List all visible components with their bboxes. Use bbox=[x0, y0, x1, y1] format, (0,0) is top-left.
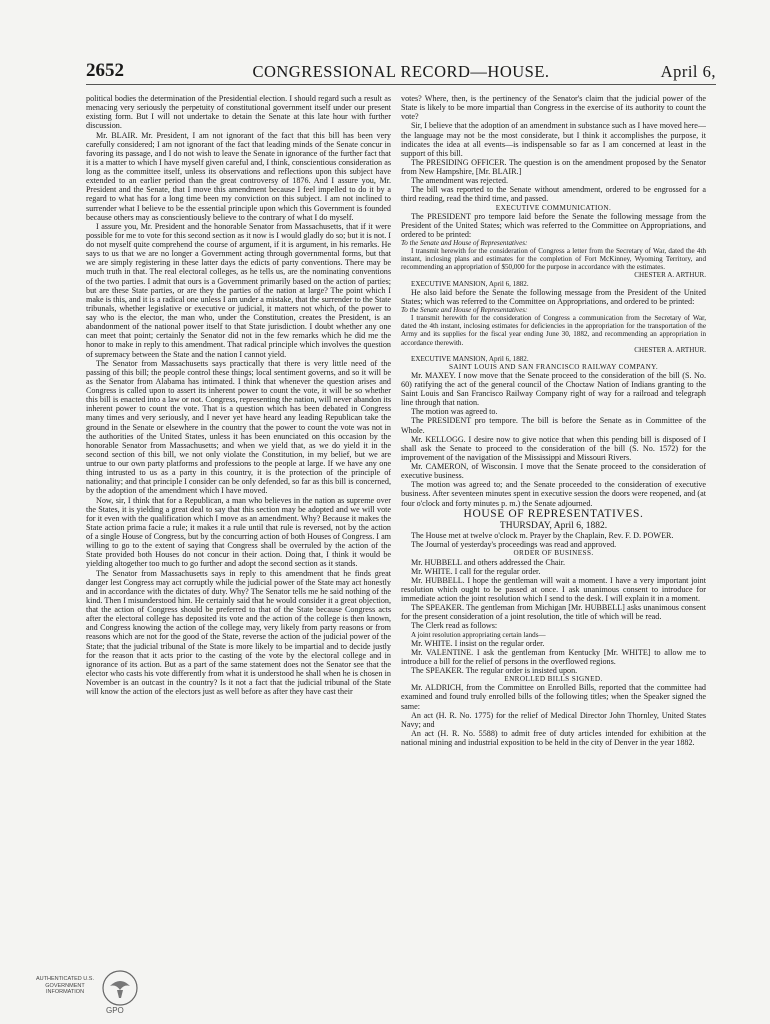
message-signature: CHESTER A. ARTHUR. bbox=[634, 270, 706, 279]
message-dateline: EXECUTIVE MANSION, April 6, 1882. bbox=[411, 354, 529, 363]
paragraph: Mr. VALENTINE. I ask the gentleman from Kentucky [Mr. WHITE] to allow me to introduce a bill for the relief of persons in the overflowed regions. bbox=[401, 647, 706, 666]
paragraph: political bodies the determination of the Presidential election. I should regard such a result as menacing very seriously the perpetuity of constitutional government itself under our present existing form. But I will not undertake to detain the Senate at this late hour with further discussion. bbox=[86, 94, 391, 131]
paragraph: The amendment was rejected. bbox=[411, 176, 509, 186]
paragraph: An act (H. R. No. 1775) for the relief of Medical Director John Thornley, United States Navy; and bbox=[401, 710, 706, 729]
section-heading: SAINT LOUIS AND SAN FRANCISCO RAILWAY COMPANY. bbox=[448, 362, 659, 371]
paragraph: The bill was reported to the Senate without amendment, ordered to be engrossed for a third reading, read the third time, and passed. bbox=[401, 185, 706, 204]
paragraph: Now, sir, I think that for a Republican, a man who believes in the nation as supreme over the States, it is yielding a great deal to say that this section may be adopted and we will vote for it even with the qualification which I move as an amendment. Why? Because it makes the State action prima facie a rule; it makes it a rule until that rule is reversed, not by the action of a single House of Congress, but by the concurring action of both Houses of Congress. I am willing to go to the extent of saying that Congress shall be overruled by the action of the State provided both Houses do not concur in their action. Doing that, I think it would be yielding altogether too much to go further and adopt the second section as it stands. bbox=[86, 495, 391, 569]
page-header bbox=[86, 60, 716, 85]
left-column bbox=[86, 94, 391, 982]
gpo-authentication-seal bbox=[30, 966, 140, 1016]
section-heading: ORDER OF BUSINESS. bbox=[513, 549, 594, 558]
eagle-seal-icon bbox=[100, 968, 140, 1008]
paragraph: The motion was agreed to. bbox=[411, 407, 498, 417]
paragraph: An act (H. R. No. 5588) to admit free of duty articles intended for exhibition at the national mining and industrial exposition to be held in the city of Denver in the year 1882. bbox=[401, 728, 706, 747]
page-number: 2652 bbox=[86, 60, 124, 81]
paragraph: Sir, I believe that the adoption of an amendment in substance such as I have moved here—the language may not be the most considerate, but I think it accomplishes the purpose, it indicates the idea at all events—is indispensable so far as I am concerned at least in the support of this bill. bbox=[401, 121, 706, 158]
paragraph: The PRESIDENT pro tempore. The bill is before the Senate as in Committee of the Whole. bbox=[401, 416, 706, 435]
section-heading: ENROLLED BILLS SIGNED. bbox=[504, 675, 603, 684]
paragraph: Mr. WHITE. I call for the regular order. bbox=[411, 566, 541, 576]
house-heading: HOUSE OF REPRESENTATIVES. bbox=[463, 507, 644, 520]
paragraph: The SPEAKER. The regular order is insisted upon. bbox=[411, 666, 578, 676]
paragraph: He also laid before the Senate the following message from the President of the United States; which was referred to the Committee on Appropriations, and ordered to be printed: bbox=[401, 287, 706, 306]
message-text: I transmit herewith for the consideration of Congress a communication from the Secretary of War, dated the 4th instant, inclosing estimates for deficiencies in the appropriation for the transportation of the Army and its supplies for the fiscal year ending June 30, 1882, and recommending an appropriation in accordance therewith. bbox=[401, 314, 706, 347]
house-date: THURSDAY, April 6, 1882. bbox=[499, 520, 608, 531]
page-date: April 6, bbox=[660, 62, 716, 81]
paragraph: Mr. ALDRICH, from the Committee on Enrolled Bills, reported that the committee had examined and found truly enrolled bills of the following titles; when the Speaker signed the same: bbox=[401, 683, 706, 711]
paragraph: The Clerk read as follows: bbox=[411, 621, 498, 631]
paragraph: The Senator from Massachusetts says in reply to this amendment that he finds great danger lest Congress may act corruptly while the judicial power of the State may act honestly and in accordance with the dictates of duty. Why? The Senator tells me he said nothing of the kind. Then I misunderstood him. He certainly said that he would consider it a great objection, that the action of Congress should be preferred to that of the State because Congress acts after the electoral college has deposited its vote and the action of the college is then known, and Congress knowing the action of the college may, very likely from party reasons or from reasons which are not for the good of the State, reverse the action of the judicial power of the State; that the judicial tribunal of the State is more likely to be impartial and to decide justly for the reason that it acts prior to the casting of the vote by the electoral college and in ignorance of its action. But as a part of the same statement does not the Senator see that the elector who casts his vote differently from what it is understood he shall when he is chosen in November is an outcast in the country? Is it not a fact that the judicial tribunal of the State will know the action of the electors just as well before as after they have cast their bbox=[86, 568, 391, 697]
right-column bbox=[401, 94, 706, 982]
gpo-label: GPO bbox=[106, 1006, 124, 1015]
message-address: To the Senate and House of Representatives: bbox=[401, 238, 528, 247]
message-address: To the Senate and House of Representatives: bbox=[401, 305, 528, 314]
message-signature: CHESTER A. ARTHUR. bbox=[634, 345, 706, 354]
paragraph: The Senator from Massachusetts says practically that there is very little need of the passing of this bill; the people control these things; local sentiment governs, and so it will be as the Senator from Alabama has intimated. I think that whenever the question arises and Congress is called upon to assert its inherent power to count the vote, it will be so whether this bill is enacted into a law or not. Congress, representing the nation, will never abandon its inherent power to count the vote. That is a question which has been debated in Congress many times and very seriously, and I never yet have heard any leading Republican take the ground in the Senate or elsewhere in the country that the power to count the vote was not in the authorities of the United States, unless it has been enunciated on this occasion by the honorable Senator from Massachusetts; and when we yield that, as we do yield it in the second section of this bill, we not only violate the Constitution, in my belief, but we are untrue to our own party platforms and professions to the people at large. If we have any one thing intrusted to us as a party in this country, it is the protection of the principle of nationality; and that principle I consider can be only defended, so far as this bill is concerned, by the adoption of the amendment which I have moved. bbox=[86, 358, 391, 496]
section-heading: EXECUTIVE COMMUNICATION. bbox=[495, 203, 612, 212]
paragraph: The Journal of yesterday's proceedings was read and approved. bbox=[411, 540, 617, 550]
message-text: I transmit herewith for the consideration of Congress a letter from the Secretary of War, dated the 4th instant, inclosing plans and estimates for the completion of Fort McKinney, Wyoming Territory, and recommending an appropriation of $50,000 for the purpose in accordance with the estimates. bbox=[401, 247, 706, 272]
paragraph: Mr. KELLOGG. I desire now to give notice that when this pending bill is disposed of I shall ask the Senate to proceed to the consideration of the bill (S. No. 1572) for the improvement of the navigation of the Mississippi and Missouri Rivers. bbox=[401, 434, 706, 462]
paragraph: The PRESIDENT pro tempore laid before the Senate the following message from the President of the United States; which was referred to the Committee on Appropriations, and ordered to be printed: bbox=[401, 211, 706, 239]
paragraph: Mr. CAMERON, of Wisconsin. I move that the Senate proceed to the consideration of executive business. bbox=[401, 462, 706, 481]
paragraph: The House met at twelve o'clock m. Prayer by the Chaplain, Rev. F. D. POWER. bbox=[411, 531, 674, 541]
running-title: CONGRESSIONAL RECORD—HOUSE. bbox=[252, 62, 550, 81]
paragraph: votes? Where, then, is the pertinency of the Senator's claim that the judicial power of the State is likely to be more impartial than Congress in the exercise of its authority to count the vote? bbox=[401, 94, 706, 122]
paragraph: A joint resolution appropriating certain lands— bbox=[411, 630, 546, 639]
paragraph: The SPEAKER. The gentleman from Michigan [Mr. HUBBELL] asks unanimous consent for the present consideration of a joint resolution, the title of which will be read. bbox=[401, 603, 706, 622]
paragraph: Mr. HUBBELL. I hope the gentleman will wait a moment. I have a very important joint resolution which ought to be passed at once. I ask unanimous consent to introduce for immediate action the joint resolution which I send to the desk. I will explain it in a moment. bbox=[401, 575, 706, 604]
paragraph: Mr. HUBBELL and others addressed the Chair. bbox=[411, 557, 566, 567]
message-dateline: EXECUTIVE MANSION, April 6, 1882. bbox=[411, 279, 529, 288]
paragraph: The motion was agreed to; and the Senate proceeded to the consideration of executive business. After seventeen minutes spent in executive session the doors were reopened, and (at four o'clock and forty minutes p. m.) the Senate adjourned. bbox=[401, 480, 706, 508]
paragraph: Mr. MAXEY. I now move that the Senate proceed to the consideration of the bill (S. No. 60) ratifying the act of the general council of the Choctaw Nation of Indians granting to the Saint Louis and San Francisco Railway Company right of way for a railroad and telegraph line through that nation. bbox=[401, 370, 706, 408]
paragraph: I assure you, Mr. President and the honorable Senator from Massachusetts, that if it were possible for me to vote for this second section as it now is I would gladly do so; but it is not. I do not myself quite comprehend the course of argument, if it is argument, in his remarks. He says to us that we are no longer a Government acting through governmental forms, but that we are simply registering in these latter days the edicts of party conventions. There may be much truth in that. The real electoral colleges, as he tells us, are the nominating conventions of the two parties. I admit that ours is a Government primarily based on the action of parties; but are these State parties, or are they the parties of the nation at large? The point which I make is this, and it is a radical one unless I am under a mistake, that the surrender to the State tribunals, whether legislative or executive or judicial, it matters not which, of the power to say who is the elector, the man who, under the Constitution, creates the President, is an abandonment of the national power itself to that State jurisdiction. I doubt whether any one can meet that point; certainly the Senator did not in the few remarks which he did me the honor to make in reply to this amendment. That radical principle which involves the question of supremacy between the State and the nation I cannot yield. bbox=[86, 221, 391, 359]
paragraph: Mr. WHITE. I insist on the regular order. bbox=[411, 638, 545, 648]
paragraph: The PRESIDING OFFICER. The question is on the amendment proposed by the Senator from New Hampshire, [Mr. BLAIR.] bbox=[401, 157, 706, 176]
paragraph: Mr. BLAIR. Mr. President, I am not ignorant of the fact that this bill has been very carefully considered; I am not ignorant of the fact that leading minds of the Senate concur in favoring its passage, and I do not wish to leave the Senate in ignorance of the further fact that it is a matter to which I have myself given careful and, I think, conscientious consideration as long as the committee itself, unless its observations and reflections upon this subject have extended to an earlier period than the great controversy of 1876. And I assure you, Mr. President and the Senate, that I move this amendment because I feel impelled to do it by a regard to what has for a long time been my conviction on this subject. I am not inclined to surrender what I believe to be the essential principle upon which this Government is founded because others may as conscientiously believe to the contrary of what I do myself. bbox=[86, 130, 391, 222]
seal-text: AUTHENTICATED U.S. GOVERNMENT INFORMATION bbox=[36, 976, 94, 996]
